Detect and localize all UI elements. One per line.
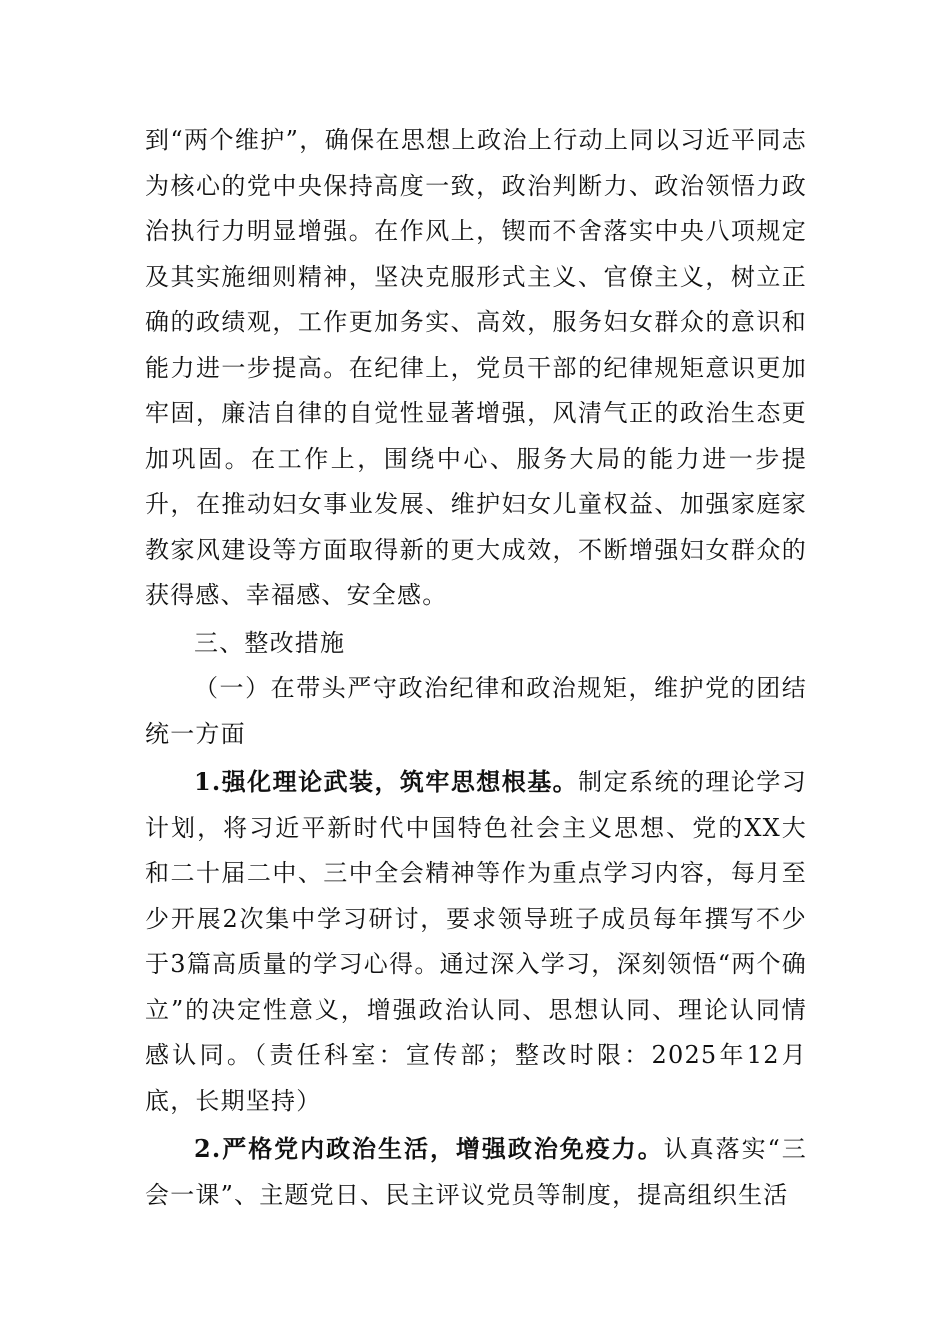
item-2-paragraph — [145, 1126, 807, 1218]
paragraph-continuation: 到“两个维护”，确保在思想上政治上行动上同以习近平同志为核心的党中央保持高度一致，政治判断力、政治领悟力政治执行力明显增强。在作风上，锲而不舍落实中央八项规定及其实施细则精神，坚决克服形式主义、官僚主义，树立正确的政绩观，工作更加务实、高效，服务妇女群众的意识和能力进一步提高。在纪律上，党员干部的纪律规矩意识更加牢固，廉洁自律的自觉性显著增强，风清气正的政治生态更加巩固。在工作上，围绕中心、服务大局的能力进一步提升，在推动妇女事业发展、维护妇女儿童权益、加强家庭家教家风建设等方面取得新的更大成效，不断增强妇女群众的获得感、幸福感、安全感。 — [145, 126, 807, 609]
section-heading: 三、整改措施 — [194, 628, 346, 657]
document-body — [145, 118, 807, 1218]
subsection-heading: （一）在带头严守政治纪律和政治规矩，维护党的团结统一方面 — [145, 674, 807, 748]
item-2-body: 认真落实“三会一课”、主题党日、民主评议党员等制度，提高组织生活 — [145, 1135, 807, 1209]
item-1-body: 制定系统的理论学习计划，将习近平新时代中国特色社会主义思想、党的XX大和二十届二中、三中全会精神等作为重点学习内容，每月至少开展2次集中学习研讨，要求领导班子成员每年撰写不少于3篇高质量的学习心得。通过深入学习，深刻领悟“两个确立”的决定性意义，增强政治认同、思想认同、理论认同情感认同。（责任科室：宣传部；整改时限：2025年12月底，长期坚持） — [145, 768, 807, 1115]
item-1-paragraph — [145, 759, 807, 1124]
item-1-title: 1.强化理论武装，筑牢思想根基。 — [194, 767, 579, 796]
item-2-title: 2.严格党内政治生活，增强政治免疫力。 — [194, 1134, 664, 1163]
